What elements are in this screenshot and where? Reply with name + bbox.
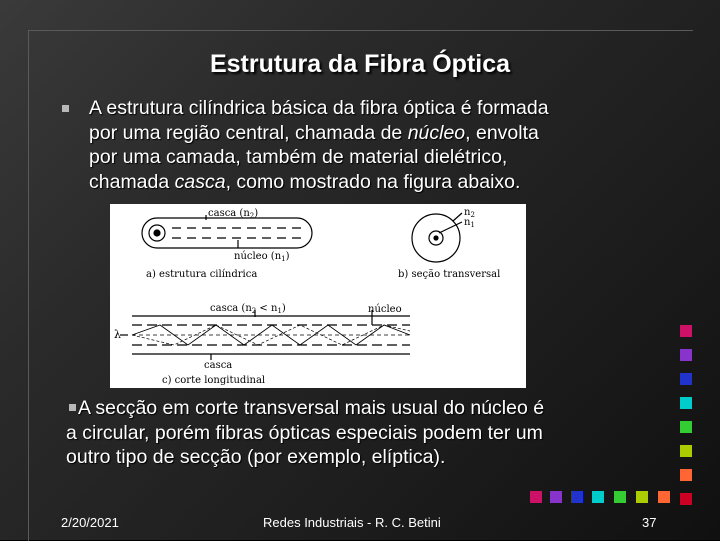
text-run: chamada: [89, 170, 175, 193]
decor-square: [636, 491, 648, 503]
bullet-marker: [62, 105, 69, 112]
footer-date: 2/20/2021: [61, 515, 119, 530]
paragraph-1-line-1: A estrutura cilíndrica básica da fibra óptica é formada: [89, 97, 549, 119]
decor-square: [680, 349, 692, 361]
decor-square: [680, 469, 692, 481]
paragraph-1: [89, 96, 549, 194]
decor-square: [680, 421, 692, 433]
decor-square: [680, 373, 692, 385]
paragraph-1-line-3: por uma camada, também de material dielétrico,: [89, 146, 508, 168]
cylinder-end-core: [154, 230, 160, 236]
text-run: , como mostrado na figura abaixo.: [225, 170, 521, 193]
paragraph-2-line-2: a circular, porém fibras ópticas especiais podem ter um: [66, 421, 543, 444]
emphasis-casca: casca: [174, 170, 226, 193]
decor-square: [614, 491, 626, 503]
text-run: secção em corte transversal mais usual do núcleo é: [89, 397, 545, 419]
caption-a: a) estrutura cilíndrica: [146, 269, 258, 280]
lambda-symbol: λ: [114, 328, 121, 341]
paragraph-2-line-3: outro tipo de secção (por exemplo, elíptica).: [66, 446, 446, 468]
slide-title: Estrutura da Fibra Óptica: [209, 50, 511, 78]
decor-square: [658, 491, 670, 503]
paragraph-2-line-1: [66, 396, 544, 421]
label-casca-n2: casca $(n_2)$: [208, 208, 259, 220]
decor-square: [530, 491, 542, 503]
decor-square: [680, 325, 692, 337]
paragraph-2: [66, 396, 544, 470]
text-run: por uma região central, chamada de: [89, 121, 408, 144]
longitudinal-drawing: [120, 310, 410, 360]
decor-square: [680, 493, 692, 505]
cross-section-drawing: [412, 213, 462, 262]
label-n1: $n_1$: [464, 217, 475, 229]
decor-square: [550, 491, 562, 503]
emphasis-nucleo: núcleo: [407, 121, 466, 144]
footer-author: Redes Industriais - R. C. Betini: [263, 515, 441, 530]
footer-page-number: 37: [642, 515, 657, 530]
fiber-structure-figure: [110, 204, 526, 388]
decor-square: [680, 397, 692, 409]
label-casca-bottom: casca: [204, 360, 233, 371]
label-casca-long: casca $(n_2 < n_1)$: [210, 303, 286, 315]
label-n2: $n_2$: [464, 207, 475, 219]
caption-c: c) corte longitudinal: [162, 375, 266, 386]
decor-square: [680, 445, 692, 457]
paragraph-1-line-4: [89, 170, 549, 195]
fiber-diagram: [110, 204, 526, 388]
decor-square: [571, 491, 583, 503]
label-nucleo-long: núcleo: [368, 304, 402, 315]
paragraph-1-line-2: [89, 121, 549, 146]
label-nucleo-n1: núcleo $(n_1)$: [234, 251, 290, 263]
text-run: , envolta: [465, 121, 539, 144]
text-run: A: [78, 397, 90, 419]
caption-b: b) seção transversal: [398, 269, 501, 280]
cylinder-drawing: [142, 215, 312, 248]
decor-square: [592, 491, 604, 503]
